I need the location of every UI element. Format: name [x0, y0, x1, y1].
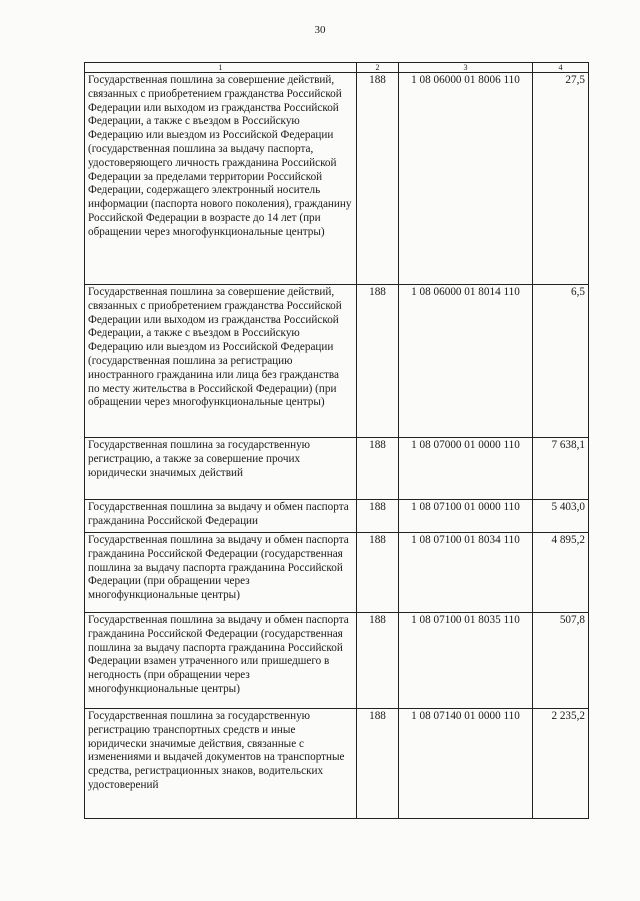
row-name: Государственная пошлина за государственную регистрацию, а также за совершение прочих юридически значимых действий: [85, 438, 357, 500]
row-admin-code: 188: [357, 613, 399, 709]
row-admin-code: 188: [357, 438, 399, 500]
row-budget-code: 1 08 07100 01 8034 110: [399, 533, 533, 613]
table-row: [85, 73, 589, 285]
header-col-4: 4: [533, 63, 589, 73]
row-amount: 6,5: [533, 285, 589, 438]
row-budget-code: 1 08 06000 01 8014 110: [399, 285, 533, 438]
row-budget-code: 1 08 07000 01 0000 110: [399, 438, 533, 500]
row-amount: 507,8: [533, 613, 589, 709]
header-col-3: 3: [399, 63, 533, 73]
table-row: [85, 709, 589, 819]
row-name: Государственная пошлина за выдачу и обмен паспорта гражданина Российской Федерации: [85, 500, 357, 533]
row-amount: 27,5: [533, 73, 589, 285]
table-row: [85, 438, 589, 500]
row-amount: 5 403,0: [533, 500, 589, 533]
row-admin-code: 188: [357, 709, 399, 819]
row-admin-code: 188: [357, 500, 399, 533]
revenue-table: [84, 62, 589, 819]
row-admin-code: 188: [357, 285, 399, 438]
row-admin-code: 188: [357, 73, 399, 285]
row-name: Государственная пошлина за выдачу и обмен паспорта гражданина Российской Федерации (государственная пошлина за выдачу паспорта гражданина Российской Федерации взамен утраченного или пришедшего в негодность (при обращении через многофункциональные центры): [85, 613, 357, 709]
row-budget-code: 1 08 06000 01 8006 110: [399, 73, 533, 285]
table-row: [85, 613, 589, 709]
page-number: 30: [314, 24, 326, 36]
table-row: [85, 285, 589, 438]
header-col-2: 2: [357, 63, 399, 73]
row-name: Государственная пошлина за выдачу и обмен паспорта гражданина Российской Федерации (государственная пошлина за выдачу паспорта гражданина Российской Федерации (при обращении через многофункциональные центры): [85, 533, 357, 613]
row-budget-code: 1 08 07140 01 0000 110: [399, 709, 533, 819]
header-row: [85, 63, 589, 73]
row-name: Государственная пошлина за совершение действий, связанных с приобретением гражданства Российской Федерации или выходом из гражданства Российской Федерации, а также с въездом в Российскую Федерацию или выездом из Российской Федерации (государственная пошлина за выдачу паспорта, удостоверяющего личность гражданина Российской Федерации за пределами территории Российской Федерации, содержащего электронный носитель информации (паспорта нового поколения), гражданину Российской Федерации в возрасте до 14 лет (при обращении через многофункциональные центры): [85, 73, 357, 285]
row-budget-code: 1 08 07100 01 8035 110: [399, 613, 533, 709]
row-amount: 7 638,1: [533, 438, 589, 500]
row-amount: 4 895,2: [533, 533, 589, 613]
row-budget-code: 1 08 07100 01 0000 110: [399, 500, 533, 533]
row-amount: 2 235,2: [533, 709, 589, 819]
row-admin-code: 188: [357, 533, 399, 613]
header-col-1: 1: [85, 63, 357, 73]
table-row: [85, 533, 589, 613]
row-name: Государственная пошлина за совершение действий, связанных с приобретением гражданства Российской Федерации или выходом из гражданства Российской Федерации, а также с въездом в Российскую Федерацию или выездом из Российской Федерации (государственная пошлина за регистрацию иностранного гражданина или лица без гражданства по месту жительства в Российской Федерации) (при обращении через многофункциональные центры): [85, 285, 357, 438]
table-row: [85, 500, 589, 533]
row-name: Государственная пошлина за государственную регистрацию транспортных средств и иные юридически значимые действия, связанные с изменениями и выдачей документов на транспортные средства, регистрационных знаков, водительских удостоверений: [85, 709, 357, 819]
